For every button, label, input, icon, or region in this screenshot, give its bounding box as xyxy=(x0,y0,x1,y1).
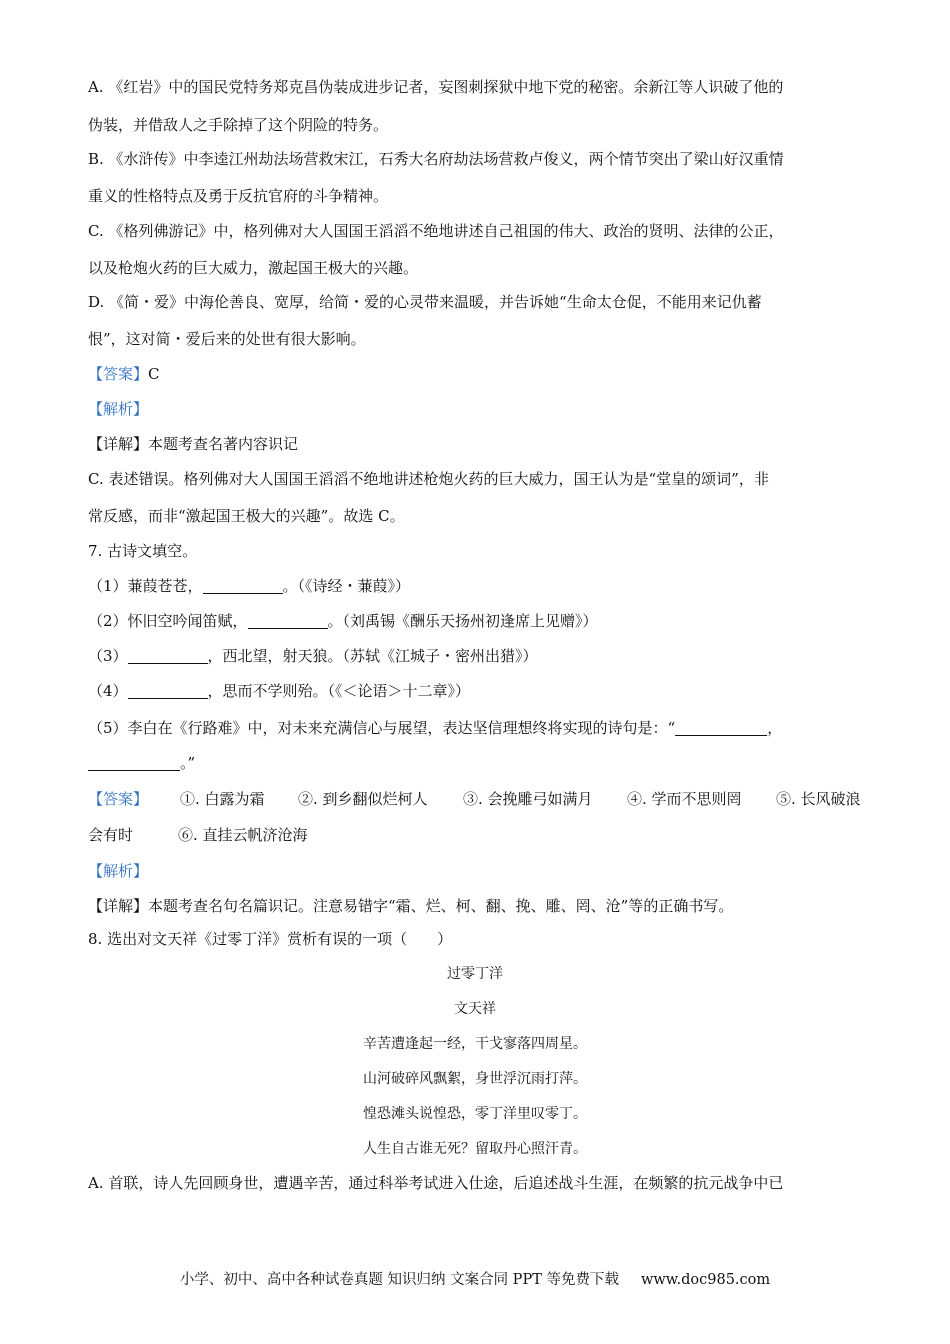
q6-detail xyxy=(88,434,298,454)
q6-explain-line2: 常反感，而非“激起国王极大的兴趣”。故选 C。 xyxy=(88,507,405,525)
answer-tag: 【答案】 xyxy=(88,365,149,383)
footer-url[interactable]: www.doc985.com xyxy=(640,1272,771,1288)
answer-item: ⑥. 直挂云帆济沧海 xyxy=(178,826,308,844)
answer-value: C xyxy=(148,365,160,383)
q7-detail xyxy=(88,896,733,916)
answer-item: ②. 到乡翻似烂柯人 xyxy=(298,790,428,808)
q7-item-3 xyxy=(88,646,538,666)
item-text: （5）李白在《行路难》中，对未来充满信心与展望，表达坚信理想终将实现的诗句是：“ xyxy=(88,719,676,737)
item-text: （2）怀旧空吟闻笛赋， xyxy=(88,612,248,630)
answer-blank[interactable] xyxy=(88,756,180,771)
q7-item-1 xyxy=(88,576,410,596)
item-end: 。” xyxy=(180,754,196,772)
poem-line: 辛苦遭逢起一经，干戈寥落四周星。 xyxy=(363,1036,587,1052)
option-b-line1: B. 《水浒传》中李逵江州劫法场营救宋江，石秀大名府劫法场营救卢俊义，两个情节突出了梁山好汉重情 xyxy=(88,150,784,168)
answer-item: 会有时 xyxy=(88,826,134,844)
poem-line: 山河破碎风飘絮，身世浮沉雨打萍。 xyxy=(363,1071,587,1087)
item-text: （4） xyxy=(88,682,128,700)
footer-text: 小学、初中、高中各种试卷真题 知识归纳 文案合同 PPT 等免费下载 xyxy=(179,1272,619,1288)
answer-item: ①. 白露为霜 xyxy=(180,790,265,808)
q8-title: 8. 选出对文天祥《过零丁洋》赏析有误的一项（ ） xyxy=(88,930,453,948)
detail-tag: 【详解】 xyxy=(88,897,149,915)
answer-tag: 【答案】 xyxy=(88,790,149,808)
item-source: ，西北望，射天狼。（苏轼《江城子・密州出猎》） xyxy=(207,647,538,665)
answer-blank[interactable] xyxy=(203,579,283,594)
detail-text: 本题考查名句名篇识记。注意易错字“霜、烂、柯、翻、挽、雕、罔、沧”等的正确书写。 xyxy=(148,897,734,915)
option-c-line1: C. 《格列佛游记》中，格列佛对大人国国王滔滔不绝地讲述自己祖国的伟大、政治的贤明、法律的公正， xyxy=(88,222,784,240)
poem-line: 惶恐滩头说惶恐，零丁洋里叹零丁。 xyxy=(363,1106,587,1122)
item-source: 。（刘禹锡《酬乐天扬州初逢席上见赠》） xyxy=(327,612,598,630)
q6-explain-line1: C. 表述错误。格列佛对大人国国王滔滔不绝地讲述枪炮火药的巨大威力，国王认为是“堂皇的颂词”，非 xyxy=(88,470,769,488)
q8-option-a: A. 首联，诗人先回顾身世，遭遇辛苦，通过科举考试进入仕途，后追述战斗生涯，在频繁的抗元战争中已 xyxy=(88,1174,784,1192)
comma: ， xyxy=(767,719,783,737)
q7-item-2 xyxy=(88,611,598,631)
item-text: （3） xyxy=(88,647,128,665)
answer-blank[interactable] xyxy=(248,614,328,629)
answer-item: ⑤. 长风破浪 xyxy=(776,790,861,808)
poem-author: 文天祥 xyxy=(454,1001,496,1017)
q6-analysis-tag: 【解析】 xyxy=(88,400,149,418)
page-footer xyxy=(0,1268,950,1289)
answer-blank[interactable] xyxy=(128,684,208,699)
item-source: 。（《诗经・蒹葭》） xyxy=(282,577,411,595)
poem-line: 人生自古谁无死？留取丹心照汗青。 xyxy=(363,1141,587,1157)
answer-blank[interactable] xyxy=(675,721,767,736)
poem-title: 过零丁洋 xyxy=(447,966,503,982)
answer-item: ③. 会挽雕弓如满月 xyxy=(463,790,593,808)
detail-text: 本题考查名著内容识记 xyxy=(148,435,299,453)
option-a-line2: 伪装，并借敌人之手除掉了这个阴险的特务。 xyxy=(88,116,389,134)
option-b-line2: 重义的性格特点及勇于反抗官府的斗争精神。 xyxy=(88,187,389,205)
option-d-line2: 恨”，这对简・爱后来的处世有很大影响。 xyxy=(88,330,366,348)
q7-item-5-line1 xyxy=(88,718,782,738)
option-d-line1: D. 《简・爱》中海伦善良、宽厚，给简・爱的心灵带来温暖，并告诉她“生命太仓促，不能用来记仇蓄 xyxy=(88,293,762,311)
q6-answer xyxy=(88,364,160,384)
q7-answer-line2 xyxy=(88,825,488,845)
answer-item: ④. 学而不思则罔 xyxy=(627,790,742,808)
q7-item-5-line2 xyxy=(88,753,195,773)
option-c-line2: 以及枪炮火药的巨大威力，激起国王极大的兴趣。 xyxy=(88,259,419,277)
detail-tag: 【详解】 xyxy=(88,435,149,453)
item-source: ，思而不学则殆。（《＜论语＞十二章》） xyxy=(207,682,471,700)
answer-blank[interactable] xyxy=(128,649,208,664)
q7-analysis-tag: 【解析】 xyxy=(88,862,149,880)
q7-item-4 xyxy=(88,681,470,701)
q7-answer-line1 xyxy=(88,789,868,809)
option-a-line1: A. 《红岩》中的国民党特务郑克昌伪装成进步记者，妄图刺探狱中地下党的秘密。余新江等人识破了他的 xyxy=(88,78,784,96)
q7-title: 7. 古诗文填空。 xyxy=(88,542,198,560)
item-text: （1）蒹葭苍苍， xyxy=(88,577,203,595)
